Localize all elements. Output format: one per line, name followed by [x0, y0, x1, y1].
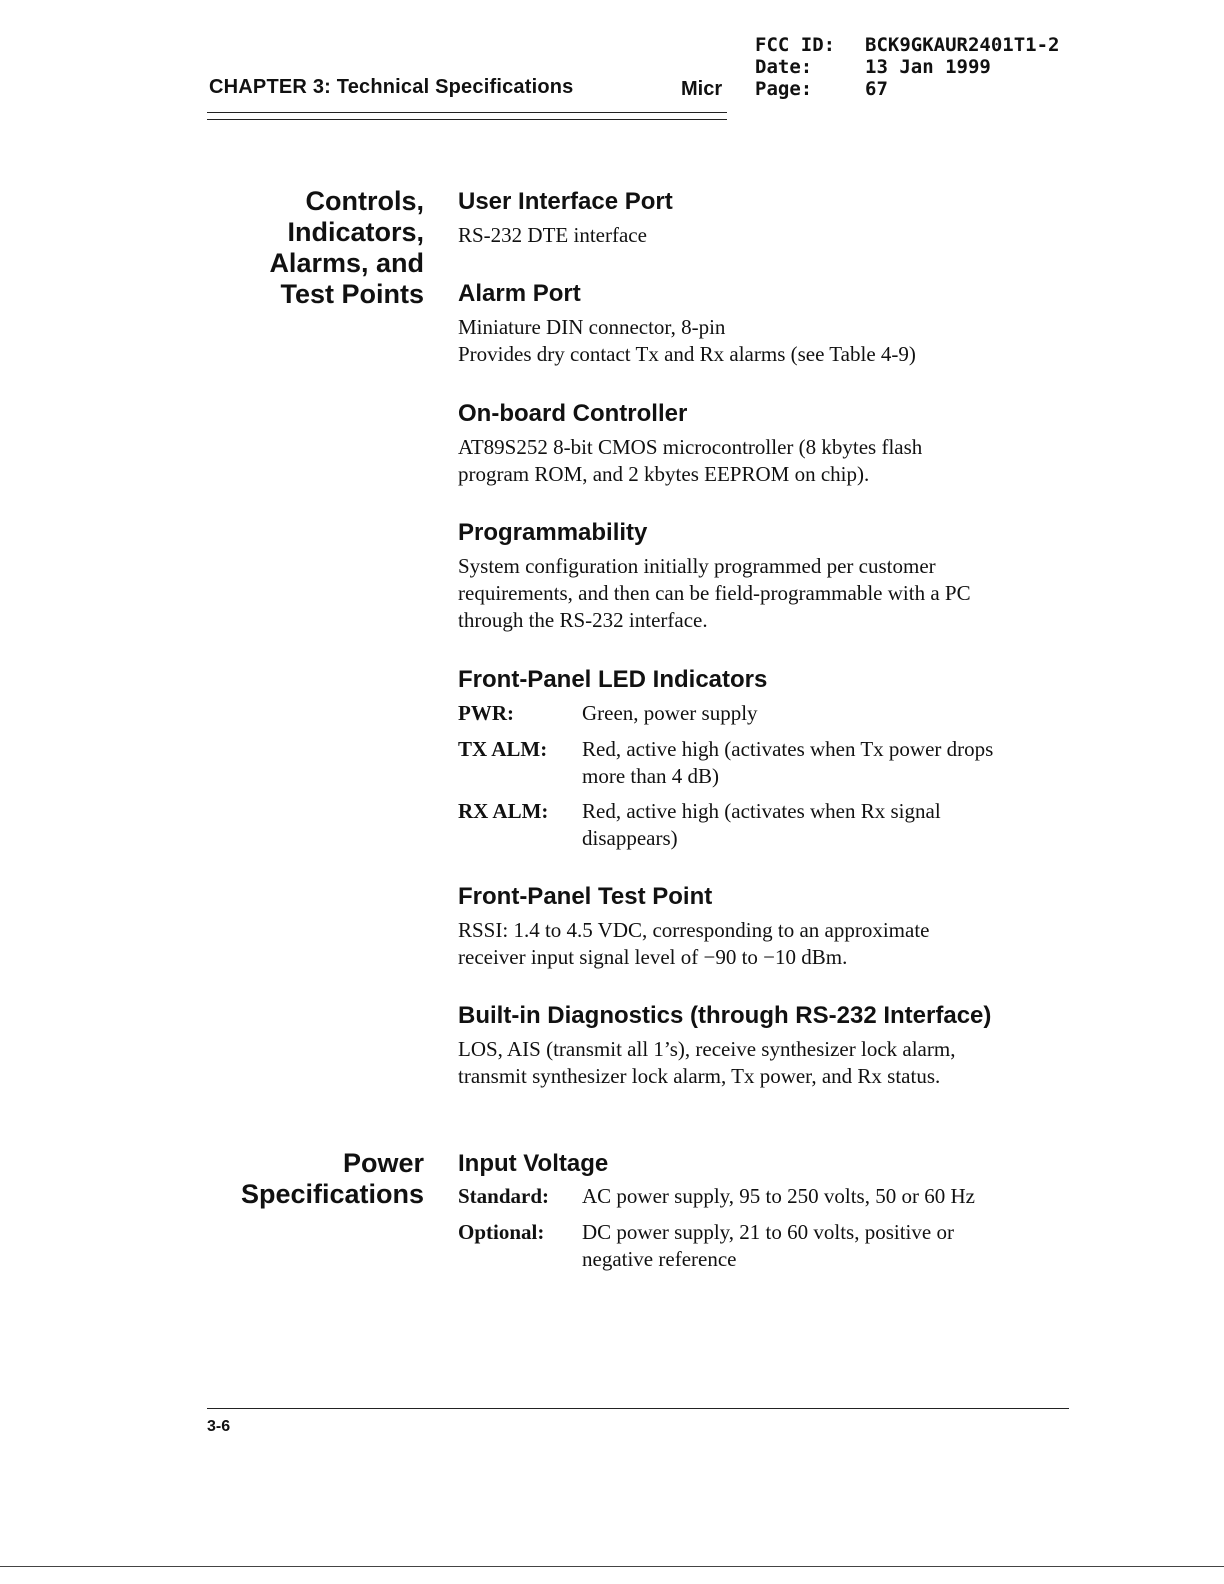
side-heading-line: Controls,	[305, 186, 424, 216]
voltage-key: Optional:	[458, 1220, 545, 1244]
body-line: RSSI: 1.4 to 4.5 VDC, corresponding to an approximate	[458, 918, 930, 942]
section-title-input-voltage: Input Voltage	[458, 1150, 609, 1177]
section-body-user-interface	[458, 222, 647, 249]
header-truncated-text: Micr	[681, 78, 723, 100]
body-line: receiver input signal level of −90 to −10 dBm.	[458, 945, 848, 969]
section-body-diagnostics	[458, 1036, 955, 1090]
voltage-key: Standard:	[458, 1184, 550, 1208]
led-value: Green, power supply	[582, 701, 758, 725]
section-body-alarm-port	[458, 314, 916, 368]
led-key: RX ALM:	[458, 799, 549, 823]
date-label: Date:	[755, 56, 813, 78]
led-key: PWR:	[458, 701, 514, 725]
led-value: Red, active high (activates when Rx signal disappears)	[582, 799, 941, 850]
date-value: 13 Jan 1999	[865, 56, 991, 78]
voltage-value: DC power supply, 21 to 60 volts, positive or negative reference	[582, 1220, 954, 1271]
header-rule	[207, 112, 727, 113]
body-line: through the RS-232 interface.	[458, 608, 708, 632]
side-heading-line: Test Points	[280, 279, 424, 309]
side-heading-line: Alarms, and	[269, 248, 424, 278]
body-line: LOS, AIS (transmit all 1’s), receive synthesizer lock alarm,	[458, 1037, 956, 1061]
section-title-user-interface: User Interface Port	[458, 188, 673, 215]
body-line: Miniature DIN connector, 8-pin	[458, 315, 726, 339]
fcc-id-label: FCC ID:	[755, 34, 836, 56]
footer-rule	[207, 1408, 1069, 1409]
side-heading-controls	[269, 186, 424, 310]
scan-edge-line	[0, 1566, 1224, 1567]
chapter-title: CHAPTER 3: Technical Specifications	[209, 76, 574, 98]
header-rule-2	[207, 119, 727, 120]
fcc-stamp	[755, 34, 1059, 100]
section-title-alarm-port: Alarm Port	[458, 280, 581, 307]
voltage-value: AC power supply, 95 to 250 volts, 50 or 60 Hz	[582, 1184, 975, 1208]
side-heading-line: Power	[342, 1148, 424, 1178]
section-title-diagnostics: Built-in Diagnostics (through RS-232 Interface)	[458, 1002, 992, 1029]
section-body-programmability	[458, 553, 971, 634]
fcc-id-value: BCK9GKAUR2401T1-2	[865, 34, 1060, 56]
page-value: 67	[865, 78, 888, 100]
section-title-test-point: Front-Panel Test Point	[458, 883, 713, 910]
led-value: Red, active high (activates when Tx power drops more than 4 dB)	[582, 737, 994, 788]
section-body-controller	[458, 434, 922, 488]
body-line: RS-232 DTE interface	[458, 223, 647, 247]
side-heading-power	[241, 1148, 424, 1210]
section-title-controller: On-board Controller	[458, 400, 688, 427]
led-key: TX ALM:	[458, 737, 548, 761]
body-line: AT89S252 8-bit CMOS microcontroller (8 kbytes flash	[458, 435, 923, 459]
body-line: Provides dry contact Tx and Rx alarms (see Table 4-9)	[458, 342, 916, 366]
body-line: program ROM, and 2 kbytes EEPROM on chip).	[458, 462, 870, 486]
side-heading-line: Indicators,	[287, 217, 424, 247]
section-title-programmability: Programmability	[458, 519, 648, 546]
body-line: transmit synthesizer lock alarm, Tx power, and Rx status.	[458, 1064, 941, 1088]
section-body-test-point	[458, 917, 930, 971]
body-line: requirements, and then can be field-programmable with a PC	[458, 581, 971, 605]
page-number: 3-6	[207, 1418, 231, 1435]
section-title-led: Front-Panel LED Indicators	[458, 666, 768, 693]
side-heading-line: Specifications	[240, 1179, 424, 1209]
body-line: System configuration initially programmed per customer	[458, 554, 936, 578]
page-label: Page:	[755, 78, 813, 100]
